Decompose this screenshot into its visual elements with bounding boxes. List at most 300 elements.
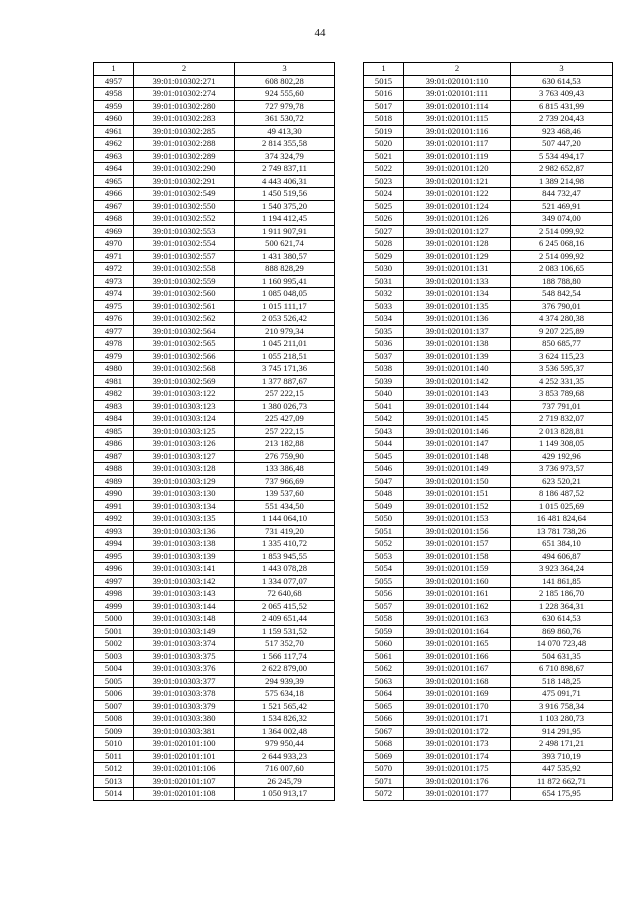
value-cell: 133 386,48 xyxy=(235,463,335,476)
value-cell: 429 192,96 xyxy=(511,450,613,463)
row-number-cell: 5044 xyxy=(364,438,404,451)
cadastral-number-cell: 39:01:010303:380 xyxy=(134,713,235,726)
table-row xyxy=(364,700,613,713)
cadastral-number-cell: 39:01:010302:559 xyxy=(134,275,235,288)
row-number-cell: 5065 xyxy=(364,700,404,713)
value-cell: 16 481 824,64 xyxy=(511,513,613,526)
row-number-cell: 4965 xyxy=(94,175,134,188)
row-number-cell: 5004 xyxy=(94,663,134,676)
value-cell: 1 534 826,32 xyxy=(235,713,335,726)
row-number-cell: 4970 xyxy=(94,238,134,251)
cadastral-number-cell: 39:01:010302:564 xyxy=(134,325,235,338)
row-number-cell: 5049 xyxy=(364,500,404,513)
cadastral-number-cell: 39:01:010302:560 xyxy=(134,288,235,301)
row-number-cell: 4972 xyxy=(94,263,134,276)
cadastral-number-cell: 39:01:010303:124 xyxy=(134,413,235,426)
row-number-cell: 4996 xyxy=(94,563,134,576)
row-number-cell: 4987 xyxy=(94,450,134,463)
cadastral-number-cell: 39:01:010303:379 xyxy=(134,700,235,713)
row-number-cell: 5063 xyxy=(364,675,404,688)
row-number-cell: 5062 xyxy=(364,663,404,676)
cadastral-number-cell: 39:01:020101:108 xyxy=(134,788,235,801)
row-number-cell: 4967 xyxy=(94,200,134,213)
value-cell: 11 872 662,71 xyxy=(511,775,613,788)
table-row xyxy=(94,775,335,788)
row-number-cell: 5039 xyxy=(364,375,404,388)
value-cell: 500 621,74 xyxy=(235,238,335,251)
table-row xyxy=(364,638,613,651)
value-cell: 1 144 064,10 xyxy=(235,513,335,526)
cadastral-number-cell: 39:01:020101:170 xyxy=(404,700,511,713)
table-row xyxy=(94,463,335,476)
value-cell: 4 443 406,31 xyxy=(235,175,335,188)
table-row xyxy=(94,525,335,538)
table-row xyxy=(94,75,335,88)
table-row xyxy=(94,638,335,651)
row-number-cell: 5034 xyxy=(364,313,404,326)
table-row xyxy=(94,113,335,126)
column-header: 2 xyxy=(404,63,511,76)
row-number-cell: 5027 xyxy=(364,225,404,238)
cadastral-number-cell: 39:01:010302:554 xyxy=(134,238,235,251)
row-number-cell: 5035 xyxy=(364,325,404,338)
value-cell: 608 802,28 xyxy=(235,75,335,88)
value-cell: 3 736 973,57 xyxy=(511,463,613,476)
row-number-cell: 4986 xyxy=(94,438,134,451)
table-row xyxy=(364,113,613,126)
cadastral-number-cell: 39:01:010302:552 xyxy=(134,213,235,226)
table-row xyxy=(364,763,613,776)
cadastral-number-cell: 39:01:010303:127 xyxy=(134,450,235,463)
value-cell: 1 364 002,48 xyxy=(235,725,335,738)
row-number-cell: 4998 xyxy=(94,588,134,601)
cadastral-number-cell: 39:01:020101:177 xyxy=(404,788,511,801)
value-cell: 548 842,54 xyxy=(511,288,613,301)
row-number-cell: 5002 xyxy=(94,638,134,651)
value-cell: 294 939,39 xyxy=(235,675,335,688)
row-number-cell: 5016 xyxy=(364,88,404,101)
value-cell: 1 450 519,56 xyxy=(235,188,335,201)
row-number-cell: 4984 xyxy=(94,413,134,426)
row-number-cell: 5014 xyxy=(94,788,134,801)
value-cell: 1 045 211,01 xyxy=(235,338,335,351)
cadastral-number-cell: 39:01:020101:135 xyxy=(404,300,511,313)
table-row xyxy=(364,788,613,801)
value-cell: 518 148,25 xyxy=(511,675,613,688)
cadastral-number-cell: 39:01:020101:128 xyxy=(404,238,511,251)
column-header: 1 xyxy=(94,63,134,76)
row-number-cell: 5032 xyxy=(364,288,404,301)
value-cell: 13 781 738,26 xyxy=(511,525,613,538)
cadastral-number-cell: 39:01:010303:122 xyxy=(134,388,235,401)
cadastral-number-cell: 39:01:010303:123 xyxy=(134,400,235,413)
table-row xyxy=(94,713,335,726)
cadastral-number-cell: 39:01:010303:128 xyxy=(134,463,235,476)
cadastral-number-cell: 39:01:010302:562 xyxy=(134,313,235,326)
value-cell: 4 252 331,35 xyxy=(511,375,613,388)
row-number-cell: 5019 xyxy=(364,125,404,138)
cadastral-number-cell: 39:01:020101:174 xyxy=(404,750,511,763)
value-cell: 504 631,35 xyxy=(511,650,613,663)
row-number-cell: 4958 xyxy=(94,88,134,101)
cadastral-number-cell: 39:01:020101:145 xyxy=(404,413,511,426)
cadastral-number-cell: 39:01:020101:149 xyxy=(404,463,511,476)
table-row xyxy=(94,400,335,413)
cadastral-number-cell: 39:01:020101:139 xyxy=(404,350,511,363)
cadastral-number-cell: 39:01:010302:549 xyxy=(134,188,235,201)
value-cell: 737 791,01 xyxy=(511,400,613,413)
table-row xyxy=(364,463,613,476)
row-number-cell: 4964 xyxy=(94,163,134,176)
value-cell: 2 749 837,11 xyxy=(235,163,335,176)
value-cell: 257 222,15 xyxy=(235,425,335,438)
table-row xyxy=(364,300,613,313)
table-row xyxy=(94,100,335,113)
table-row xyxy=(364,275,613,288)
table-row xyxy=(94,188,335,201)
cadastral-number-cell: 39:01:010302:283 xyxy=(134,113,235,126)
value-cell: 850 685,77 xyxy=(511,338,613,351)
table-row xyxy=(364,413,613,426)
row-number-cell: 5013 xyxy=(94,775,134,788)
value-cell: 1 335 410,72 xyxy=(235,538,335,551)
row-number-cell: 4975 xyxy=(94,300,134,313)
row-number-cell: 4976 xyxy=(94,313,134,326)
row-number-cell: 4971 xyxy=(94,250,134,263)
cadastral-number-cell: 39:01:010303:130 xyxy=(134,488,235,501)
cadastral-number-cell: 39:01:010303:141 xyxy=(134,563,235,576)
value-cell: 551 434,50 xyxy=(235,500,335,513)
row-number-cell: 4973 xyxy=(94,275,134,288)
row-number-cell: 4961 xyxy=(94,125,134,138)
cadastral-number-cell: 39:01:020101:142 xyxy=(404,375,511,388)
cadastral-number-cell: 39:01:020101:131 xyxy=(404,263,511,276)
cadastral-number-cell: 39:01:020101:176 xyxy=(404,775,511,788)
table-row xyxy=(94,475,335,488)
cadastral-number-cell: 39:01:020101:173 xyxy=(404,738,511,751)
table-row xyxy=(364,225,613,238)
cadastral-number-cell: 39:01:020101:172 xyxy=(404,725,511,738)
cadastral-number-cell: 39:01:010302:568 xyxy=(134,363,235,376)
table-row xyxy=(94,450,335,463)
value-cell: 2 065 415,52 xyxy=(235,600,335,613)
table-row xyxy=(94,150,335,163)
value-cell: 914 291,95 xyxy=(511,725,613,738)
table-row xyxy=(94,488,335,501)
row-number-cell: 5023 xyxy=(364,175,404,188)
value-cell: 979 950,44 xyxy=(235,738,335,751)
cadastral-number-cell: 39:01:020101:127 xyxy=(404,225,511,238)
value-cell: 521 469,91 xyxy=(511,200,613,213)
value-cell: 1 853 945,55 xyxy=(235,550,335,563)
cadastral-number-cell: 39:01:020101:121 xyxy=(404,175,511,188)
value-cell: 2 814 355,58 xyxy=(235,138,335,151)
cadastral-number-cell: 39:01:020101:167 xyxy=(404,663,511,676)
table-row xyxy=(94,375,335,388)
value-cell: 2 644 933,23 xyxy=(235,750,335,763)
row-number-cell: 4957 xyxy=(94,75,134,88)
table-row xyxy=(94,88,335,101)
row-number-cell: 4974 xyxy=(94,288,134,301)
row-number-cell: 5001 xyxy=(94,625,134,638)
row-number-cell: 5009 xyxy=(94,725,134,738)
value-cell: 1 015 025,69 xyxy=(511,500,613,513)
table-row xyxy=(364,200,613,213)
cadastral-number-cell: 39:01:020101:129 xyxy=(404,250,511,263)
cadastral-number-cell: 39:01:020101:138 xyxy=(404,338,511,351)
cadastral-number-cell: 39:01:010302:280 xyxy=(134,100,235,113)
table-row xyxy=(94,413,335,426)
table-row xyxy=(94,275,335,288)
cadastral-number-cell: 39:01:020101:156 xyxy=(404,525,511,538)
row-number-cell: 4997 xyxy=(94,575,134,588)
cadastral-number-cell: 39:01:020101:151 xyxy=(404,488,511,501)
table-row xyxy=(94,438,335,451)
table-row xyxy=(364,350,613,363)
table-row xyxy=(364,663,613,676)
row-number-cell: 4989 xyxy=(94,475,134,488)
row-number-cell: 4981 xyxy=(94,375,134,388)
cadastral-number-cell: 39:01:020101:115 xyxy=(404,113,511,126)
table-row xyxy=(364,238,613,251)
value-cell: 869 860,76 xyxy=(511,625,613,638)
row-number-cell: 5060 xyxy=(364,638,404,651)
table-row xyxy=(94,250,335,263)
row-number-cell: 5061 xyxy=(364,650,404,663)
cadastral-number-cell: 39:01:010303:126 xyxy=(134,438,235,451)
cadastral-number-cell: 39:01:020101:165 xyxy=(404,638,511,651)
table-row xyxy=(364,538,613,551)
table-row xyxy=(364,713,613,726)
row-number-cell: 4980 xyxy=(94,363,134,376)
table-header-row xyxy=(364,63,613,76)
table-row xyxy=(364,675,613,688)
value-cell: 1 334 077,07 xyxy=(235,575,335,588)
value-cell: 727 979,78 xyxy=(235,100,335,113)
cadastral-number-cell: 39:01:010303:375 xyxy=(134,650,235,663)
cadastral-number-cell: 39:01:010302:285 xyxy=(134,125,235,138)
value-cell: 1 228 364,31 xyxy=(511,600,613,613)
cadastral-number-cell: 39:01:010303:148 xyxy=(134,613,235,626)
table-row xyxy=(364,750,613,763)
cadastral-number-cell: 39:01:010302:290 xyxy=(134,163,235,176)
cadastral-number-cell: 39:01:020101:160 xyxy=(404,575,511,588)
value-cell: 374 324,79 xyxy=(235,150,335,163)
table-row xyxy=(94,550,335,563)
row-number-cell: 5050 xyxy=(364,513,404,526)
cadastral-number-cell: 39:01:010303:381 xyxy=(134,725,235,738)
row-number-cell: 4992 xyxy=(94,513,134,526)
value-cell: 1 443 078,28 xyxy=(235,563,335,576)
table-row xyxy=(364,438,613,451)
cadastral-number-cell: 39:01:020101:168 xyxy=(404,675,511,688)
value-cell: 3 536 595,37 xyxy=(511,363,613,376)
row-number-cell: 5068 xyxy=(364,738,404,751)
value-cell: 2 739 204,43 xyxy=(511,113,613,126)
row-number-cell: 4999 xyxy=(94,600,134,613)
value-cell: 924 555,60 xyxy=(235,88,335,101)
row-number-cell: 5046 xyxy=(364,463,404,476)
value-cell: 8 186 487,52 xyxy=(511,488,613,501)
value-cell: 393 710,19 xyxy=(511,750,613,763)
value-cell: 2 514 099,92 xyxy=(511,250,613,263)
value-cell: 14 070 723,48 xyxy=(511,638,613,651)
value-cell: 210 979,34 xyxy=(235,325,335,338)
row-number-cell: 5041 xyxy=(364,400,404,413)
row-number-cell: 5017 xyxy=(364,100,404,113)
value-cell: 1 566 117,74 xyxy=(235,650,335,663)
cadastral-number-cell: 39:01:010302:271 xyxy=(134,75,235,88)
cadastral-number-cell: 39:01:010303:377 xyxy=(134,675,235,688)
table-row xyxy=(364,100,613,113)
row-number-cell: 5015 xyxy=(364,75,404,88)
row-number-cell: 4982 xyxy=(94,388,134,401)
table-row xyxy=(364,338,613,351)
row-number-cell: 5022 xyxy=(364,163,404,176)
cadastral-number-cell: 39:01:020101:161 xyxy=(404,588,511,601)
cadastral-number-cell: 39:01:020101:166 xyxy=(404,650,511,663)
row-number-cell: 5053 xyxy=(364,550,404,563)
table-row xyxy=(94,763,335,776)
table-row xyxy=(94,388,335,401)
row-number-cell: 4993 xyxy=(94,525,134,538)
table-row xyxy=(94,563,335,576)
row-number-cell: 4990 xyxy=(94,488,134,501)
row-number-cell: 5066 xyxy=(364,713,404,726)
row-number-cell: 5047 xyxy=(364,475,404,488)
cadastral-number-cell: 39:01:020101:136 xyxy=(404,313,511,326)
table-row xyxy=(364,375,613,388)
cadastral-number-cell: 39:01:020101:107 xyxy=(134,775,235,788)
value-cell: 139 537,60 xyxy=(235,488,335,501)
value-cell: 623 520,21 xyxy=(511,475,613,488)
value-cell: 3 923 364,24 xyxy=(511,563,613,576)
table-row xyxy=(94,263,335,276)
row-number-cell: 5030 xyxy=(364,263,404,276)
cadastral-number-cell: 39:01:020101:146 xyxy=(404,425,511,438)
row-number-cell: 5003 xyxy=(94,650,134,663)
table-row xyxy=(94,663,335,676)
cadastral-number-cell: 39:01:020101:100 xyxy=(134,738,235,751)
cadastral-number-cell: 39:01:010303:136 xyxy=(134,525,235,538)
row-number-cell: 5036 xyxy=(364,338,404,351)
cadastral-number-cell: 39:01:020101:144 xyxy=(404,400,511,413)
value-cell: 1 540 375,20 xyxy=(235,200,335,213)
cadastral-number-cell: 39:01:020101:134 xyxy=(404,288,511,301)
table-row xyxy=(364,738,613,751)
table-row xyxy=(94,613,335,626)
page-number: 44 xyxy=(314,27,326,39)
table-row xyxy=(364,138,613,151)
table-row xyxy=(94,588,335,601)
cadastral-number-cell: 39:01:020101:147 xyxy=(404,438,511,451)
table-row xyxy=(364,75,613,88)
value-cell: 3 916 758,34 xyxy=(511,700,613,713)
cadastral-number-cell: 39:01:020101:163 xyxy=(404,613,511,626)
cadastral-number-cell: 39:01:020101:122 xyxy=(404,188,511,201)
cadastral-number-cell: 39:01:020101:153 xyxy=(404,513,511,526)
value-cell: 494 606,87 xyxy=(511,550,613,563)
table-row xyxy=(364,650,613,663)
table-row xyxy=(94,350,335,363)
cadastral-number-cell: 39:01:010303:374 xyxy=(134,638,235,651)
value-cell: 49 413,30 xyxy=(235,125,335,138)
cadastral-number-cell: 39:01:020101:106 xyxy=(134,763,235,776)
value-cell: 213 182,88 xyxy=(235,438,335,451)
value-cell: 447 535,92 xyxy=(511,763,613,776)
row-number-cell: 5000 xyxy=(94,613,134,626)
value-cell: 923 468,46 xyxy=(511,125,613,138)
row-number-cell: 5072 xyxy=(364,788,404,801)
value-cell: 1 194 412,45 xyxy=(235,213,335,226)
cadastral-number-cell: 39:01:010303:149 xyxy=(134,625,235,638)
row-number-cell: 5025 xyxy=(364,200,404,213)
value-cell: 257 222,15 xyxy=(235,388,335,401)
row-number-cell: 5010 xyxy=(94,738,134,751)
table-row xyxy=(94,625,335,638)
row-number-cell: 5005 xyxy=(94,675,134,688)
value-cell: 475 091,71 xyxy=(511,688,613,701)
row-number-cell: 5043 xyxy=(364,425,404,438)
cadastral-number-cell: 39:01:020101:110 xyxy=(404,75,511,88)
value-cell: 6 710 898,67 xyxy=(511,663,613,676)
table-row xyxy=(364,613,613,626)
row-number-cell: 5028 xyxy=(364,238,404,251)
value-cell: 141 861,85 xyxy=(511,575,613,588)
value-cell: 2 053 526,42 xyxy=(235,313,335,326)
row-number-cell: 4969 xyxy=(94,225,134,238)
row-number-cell: 5058 xyxy=(364,613,404,626)
table-row xyxy=(94,538,335,551)
value-cell: 3 745 171,36 xyxy=(235,363,335,376)
table-row xyxy=(94,363,335,376)
row-number-cell: 5007 xyxy=(94,700,134,713)
row-number-cell: 4968 xyxy=(94,213,134,226)
value-cell: 276 759,90 xyxy=(235,450,335,463)
row-number-cell: 5021 xyxy=(364,150,404,163)
value-cell: 361 530,72 xyxy=(235,113,335,126)
table-row xyxy=(364,213,613,226)
value-cell: 1 377 887,67 xyxy=(235,375,335,388)
table-row xyxy=(364,150,613,163)
cadastral-number-cell: 39:01:020101:171 xyxy=(404,713,511,726)
table-row xyxy=(364,513,613,526)
cadastral-number-cell: 39:01:020101:164 xyxy=(404,625,511,638)
table-row xyxy=(364,188,613,201)
table-row xyxy=(94,125,335,138)
table-row xyxy=(94,288,335,301)
table-row xyxy=(364,125,613,138)
row-number-cell: 4978 xyxy=(94,338,134,351)
value-cell: 2 185 186,70 xyxy=(511,588,613,601)
value-cell: 2 982 652,87 xyxy=(511,163,613,176)
cadastral-number-cell: 39:01:020101:148 xyxy=(404,450,511,463)
row-number-cell: 5045 xyxy=(364,450,404,463)
cadastral-number-cell: 39:01:010302:553 xyxy=(134,225,235,238)
table-row xyxy=(94,163,335,176)
table-row xyxy=(364,525,613,538)
register-table-right xyxy=(363,62,613,801)
cadastral-number-cell: 39:01:020101:111 xyxy=(404,88,511,101)
row-number-cell: 4959 xyxy=(94,100,134,113)
column-header: 3 xyxy=(511,63,613,76)
row-number-cell: 4983 xyxy=(94,400,134,413)
cadastral-number-cell: 39:01:020101:140 xyxy=(404,363,511,376)
table-row xyxy=(94,513,335,526)
cadastral-number-cell: 39:01:010302:565 xyxy=(134,338,235,351)
row-number-cell: 5018 xyxy=(364,113,404,126)
table-row xyxy=(364,600,613,613)
